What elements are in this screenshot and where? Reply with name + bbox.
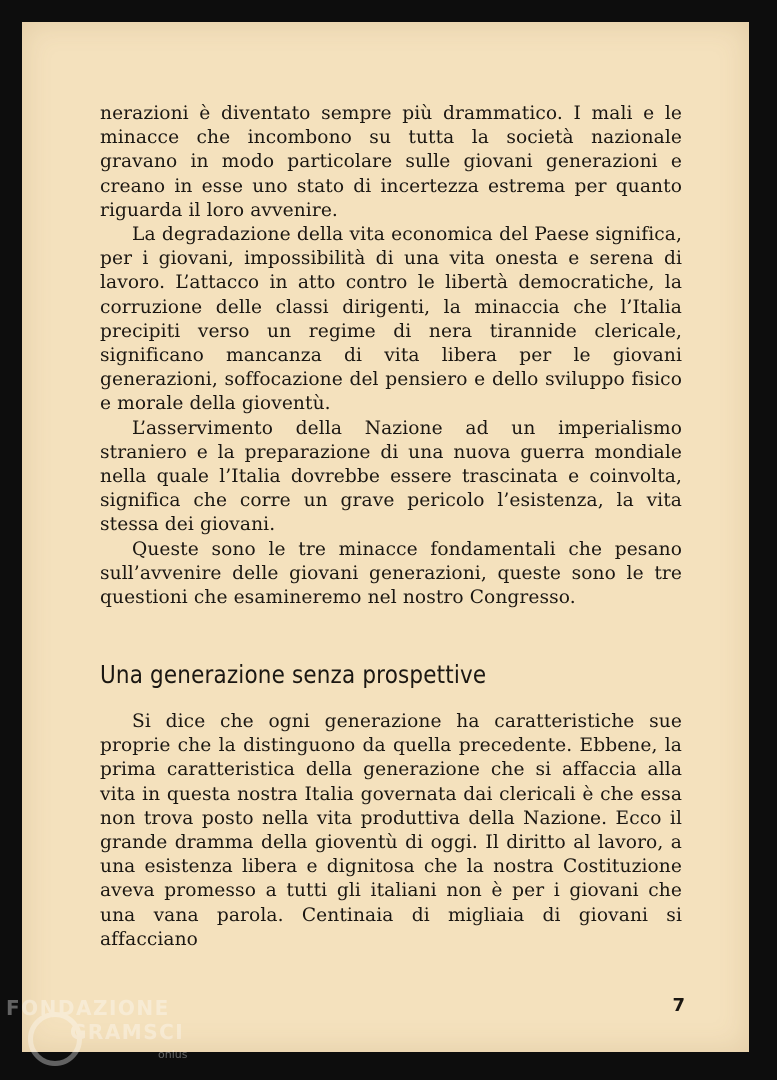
section-heading: Una generazione senza prospettive xyxy=(100,660,487,689)
watermark-suffix: onlus xyxy=(158,1048,188,1061)
paragraph-3: L’asservimento della Nazione ad un imperialismo straniero e la preparazione di una nuova guerra mondiale nella quale l’Italia dovrebbe essere trascinata e coinvolta, significa che corre un grave pericolo l’esistenza, la vita stessa dei giovani. xyxy=(100,417,682,536)
page-number: 7 xyxy=(672,995,685,1016)
archive-watermark xyxy=(0,990,200,1080)
body-text xyxy=(100,102,682,610)
paragraph-1: nerazioni è diventato sempre più drammatico. I mali e le minacce che incombono su tutta la società nazionale gravano in modo particolare sulle giovani generazioni e creano in esse uno stato di incertezza estrema per quanto riguarda il loro avvenire. xyxy=(100,103,682,221)
paragraph-4: Queste sono le tre minacce fondamentali che pesano sull’avvenire delle giovani generazioni, queste sono le tre questioni che esamineremo nel nostro Congresso. xyxy=(100,538,682,609)
section-body xyxy=(100,710,682,952)
paragraph-2: La degradazione della vita economica del Paese significa, per i giovani, impossibilità di una vita onesta e serena di lavoro. L’attacco in atto contro le libertà democratiche, la corruzione delle classi dirigenti, la minaccia che l’Italia precipiti verso un regime di nera tirannide clericale, significano mancanza di vita libera per le giovani generazioni, soffocazione del pensiero e dello sviluppo fisico e morale della gioventù. xyxy=(100,224,682,415)
book-page xyxy=(22,22,749,1052)
section-paragraph: Si dice che ogni generazione ha caratteristiche sue proprie che la distinguono da quella precedente. Ebbene, la prima caratteristica della generazione che si affaccia alla vita in questa nostra Italia governata dai clericali è che essa non trova posto nella vita produttiva della Nazione. Ecco il grande dramma della gioventù di oggi. Il diritto al lavoro, a una esistenza libera e dignitosa che la nostra Costituzione aveva promesso a tutti gli italiani non è per i giovani che una vana parola. Centinaia di migliaia di giovani si affacciano xyxy=(100,711,682,950)
watermark-line1: FONDAZIONE xyxy=(6,996,170,1020)
watermark-line2: GRAMSCI xyxy=(70,1020,185,1044)
